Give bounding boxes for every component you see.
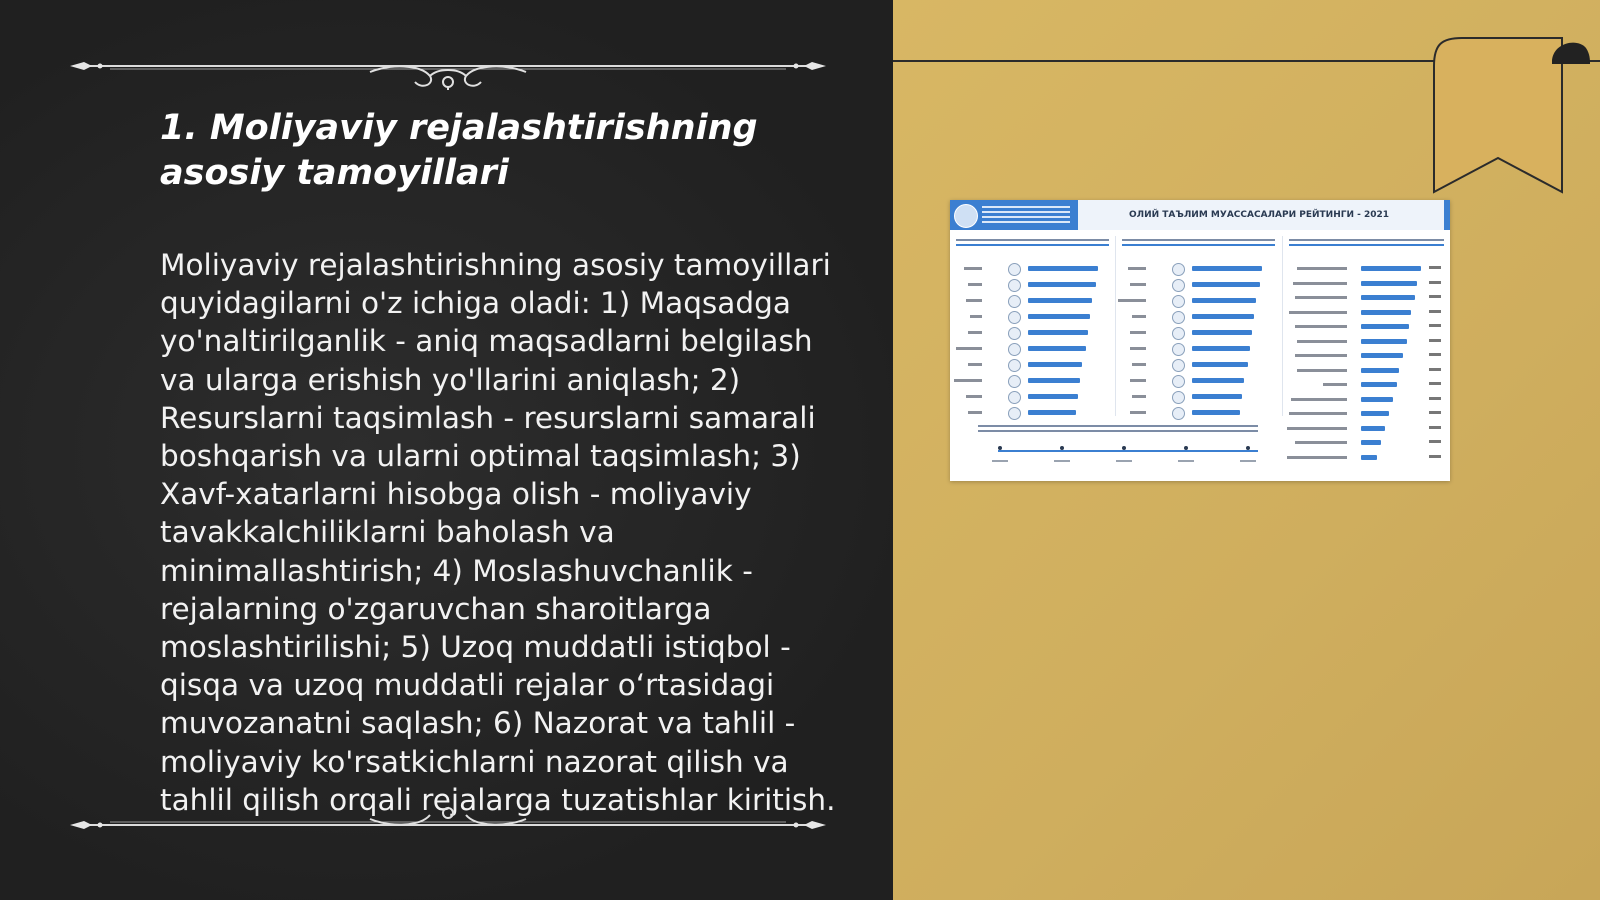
infographic-logo-block xyxy=(950,200,1078,230)
emblem-icon xyxy=(954,204,978,228)
bookmark-ribbon-icon xyxy=(1432,36,1592,206)
infographic-column-2 xyxy=(1116,236,1281,416)
trend-line xyxy=(998,450,1258,452)
slide-body-text: Moliyaviy rejalashtirishning asosiy tamoyillari quyidagilarni o'z ichiga oladi: 1) Maqsadga yo'naltirilganlik - aniq maqsadlarni belgilash va ularga erishish yo'llarini aniqlash; 2) Resurslarni taqsimlash - resurslarni samarali boshqarish va ularni optimal taqsimlash; 3) Xavf-xatarlarni hisobga olish - moliyaviy tavakkalchiliklarni baholash va minimallashtirish; 4) Moslashuvchanlik - rejalarning o'zgaruvchan sharoitlarga moslashtirilishi; 5) Uzoq muddatli istiqbol - qisqa va uzoq muddatli rejalar o‘rtasidagi muvozanatni saqlash; 6) Nazorat va tahlil - moliyaviy ko'rsatkichlarni nazorat qilish va tahlil qilish orqali rejalarga tuzatishlar kiritish. xyxy=(160,248,836,817)
top-ornament-divider xyxy=(70,50,826,90)
infographic-header xyxy=(950,200,1450,230)
infographic-column-1 xyxy=(950,236,1115,416)
infographic-title: ОЛИЙ ТАЪЛИМ МУАССАСАЛАРИ РЕЙТИНГИ - 2021 xyxy=(1128,210,1390,220)
infographic-column-3 xyxy=(1283,236,1450,416)
bottom-ornament-divider xyxy=(70,805,826,845)
infographic-trend-section xyxy=(958,422,1278,477)
university-rating-infographic xyxy=(950,200,1450,481)
slide-title: 1. Moliyaviy rejalashtirishning asosiy tamoyillari xyxy=(160,108,758,193)
